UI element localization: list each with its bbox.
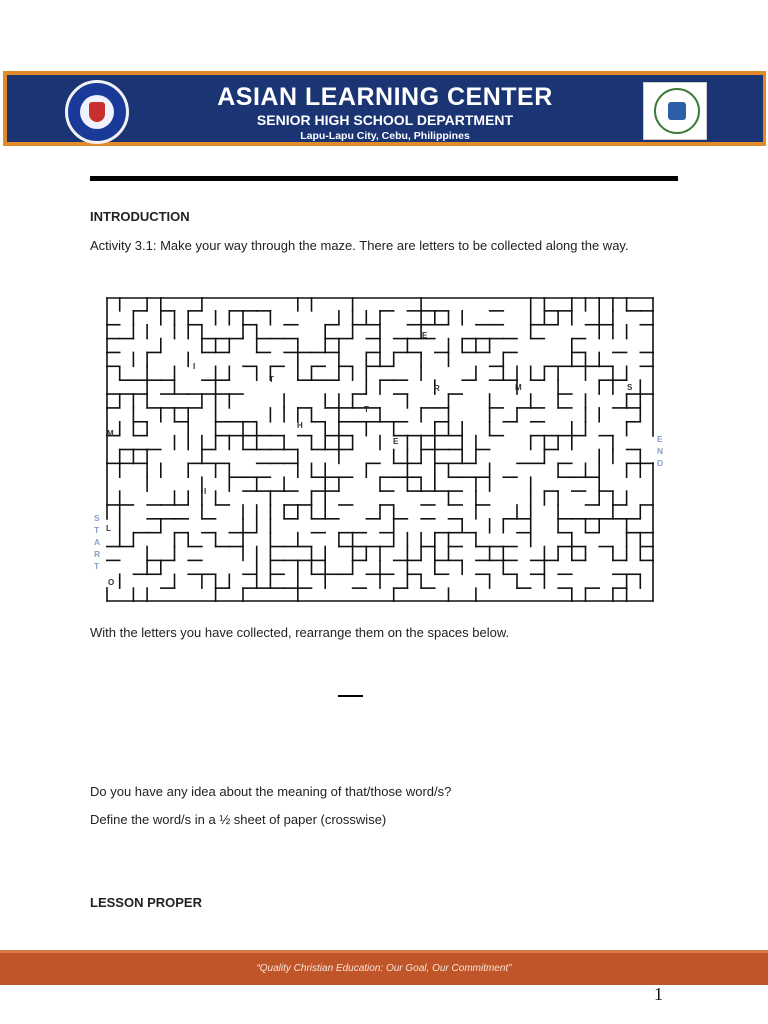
maze-collectable-letter: O — [108, 578, 115, 587]
footer-motto: “Quality Christian Education: Our Goal, Our Commitment” — [256, 963, 512, 974]
maze-start-letter: T — [94, 525, 100, 535]
rearrange-instruction: With the letters you have collected, rearrange them on the spaces below. — [90, 625, 510, 640]
maze-collectable-letter: I — [204, 487, 207, 496]
maze-start-letter: A — [94, 537, 101, 547]
maze-start-letter: S — [94, 513, 100, 523]
maze-collectable-letter: H — [297, 421, 303, 430]
maze-collectable-letter: R — [434, 384, 440, 393]
maze-collectable-letter: T — [269, 375, 274, 384]
maze-end-letter: N — [657, 446, 664, 456]
maze-collectable-letter: M — [107, 429, 114, 438]
maze-end-letter: E — [657, 434, 663, 444]
page-number: 1 — [654, 984, 663, 1004]
maze-start-letter: R — [94, 549, 101, 559]
maze-collectable-letter: E — [422, 331, 428, 340]
maze-collectable-letter: L — [106, 524, 111, 533]
introduction-heading: INTRODUCTION — [90, 209, 190, 224]
maze-start-letter: T — [94, 561, 100, 571]
define-instruction: Define the word/s in a ½ sheet of paper (crosswise) — [90, 812, 387, 827]
header-banner — [3, 71, 766, 146]
lesson-proper-heading: LESSON PROPER — [90, 895, 202, 910]
maze-end-letter: D — [657, 458, 664, 468]
school-name: ASIAN LEARNING CENTER — [217, 83, 553, 111]
answer-blank — [338, 695, 363, 697]
maze-collectable-letter: T — [364, 405, 369, 414]
maze-collectable-letter: I — [193, 362, 196, 371]
school-location: Lapu-Lapu City, Cebu, Philippines — [300, 130, 470, 142]
footer-banner — [0, 950, 768, 985]
meaning-question: Do you have any idea about the meaning of that/those word/s? — [90, 784, 452, 799]
school-logo — [643, 82, 707, 140]
maze-collectable-letter: M — [515, 383, 522, 392]
department-name: SENIOR HIGH SCHOOL DEPARTMENT — [256, 112, 514, 128]
activity-text: Activity 3.1: Make your way through the maze. There are letters to be collected along the way. — [90, 238, 629, 253]
maze-collectable-letter: E — [393, 437, 399, 446]
divider-rule — [90, 176, 678, 181]
maze-collectable-letter: S — [627, 383, 633, 392]
maze-puzzle — [106, 297, 654, 602]
